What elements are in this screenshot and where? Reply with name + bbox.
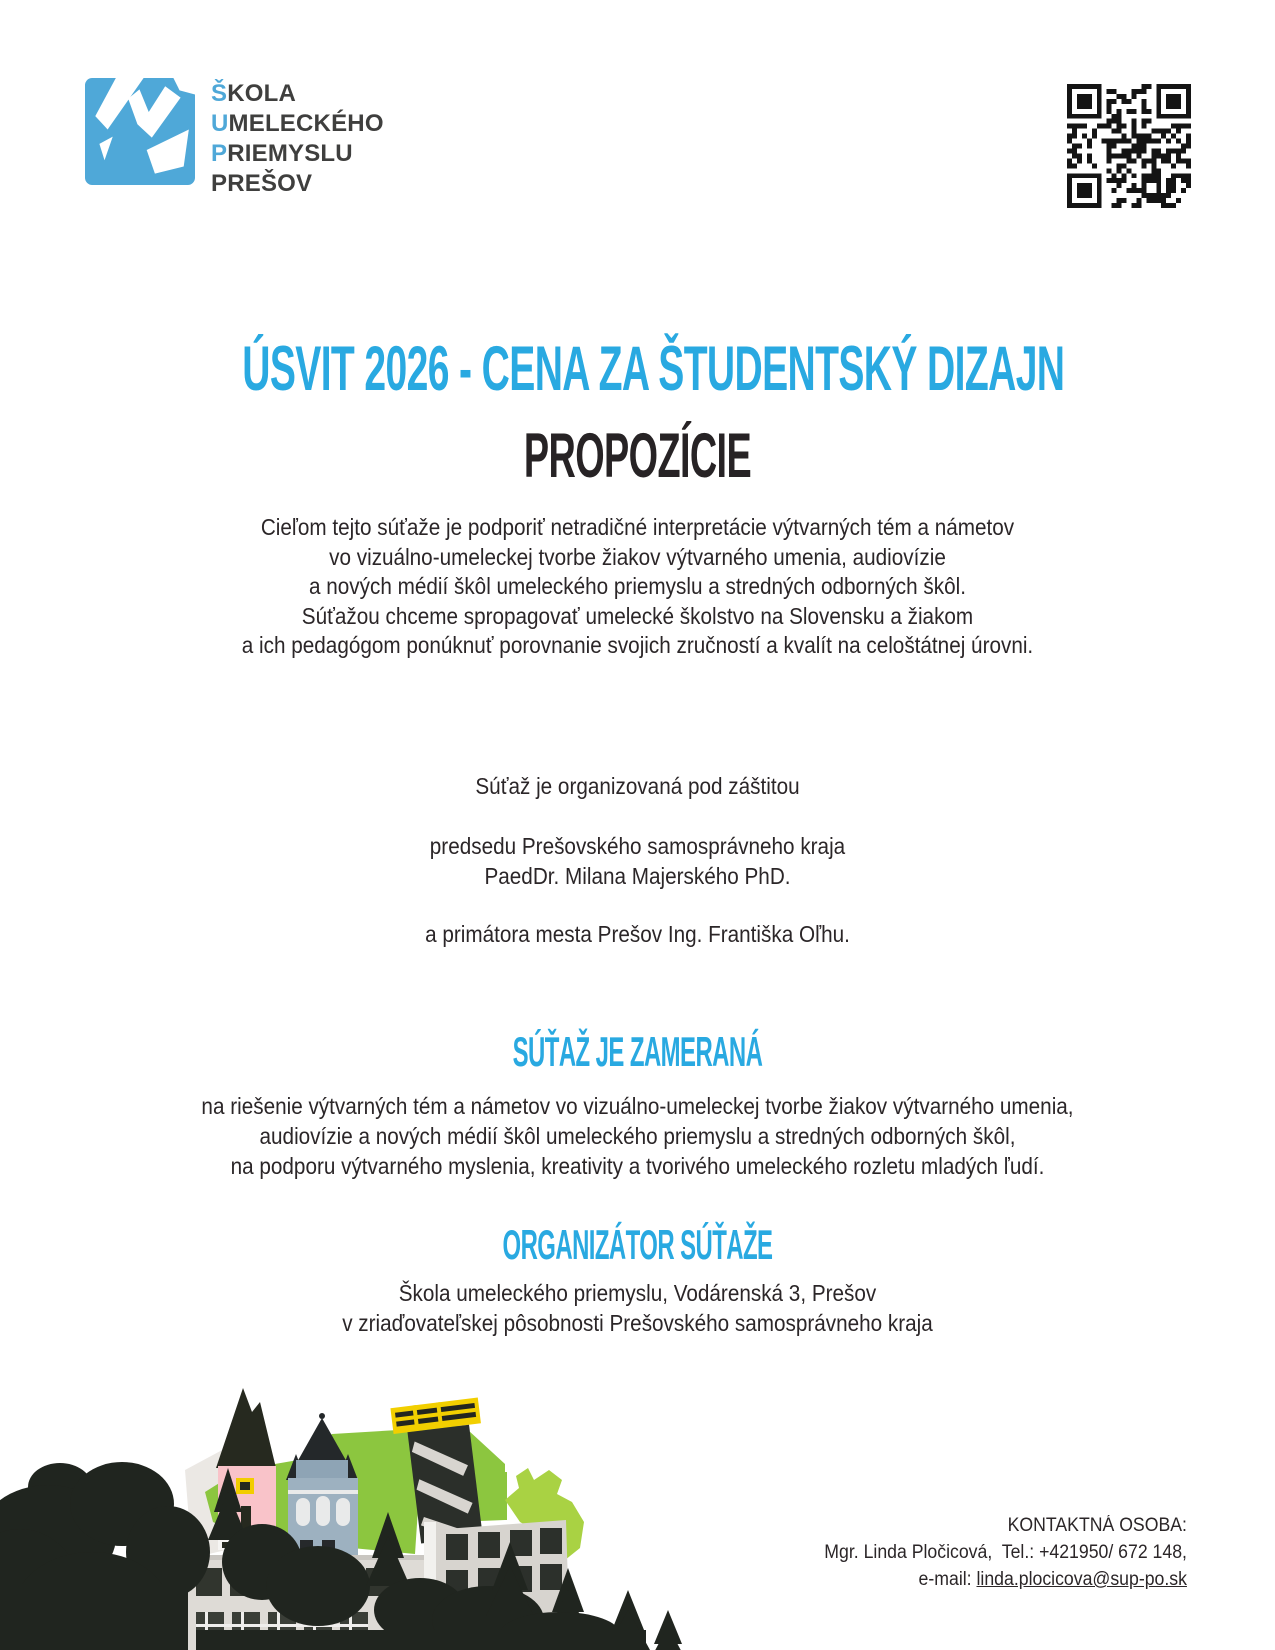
organizer-line: v zriaďovateľskej pôsobnosti Prešovského samosprávneho kraja [342,1310,933,1336]
contact-email-line [824,1566,1187,1593]
contact-email-link[interactable]: linda.plocicova@sup-po.sk [976,1569,1187,1590]
intro-line: Cieľom tejto súťaže je podporiť netradičné interpretácie výtvarných tém a námetov [260,514,1015,540]
intro-paragraph [64,513,1212,661]
focus-line: na podporu výtvarného myslenia, kreativity a tvorivého umeleckého rozletu mladých ľudí. [230,1153,1045,1179]
school-logo-text-line: PRIEMYSLU [211,140,353,167]
school-logo-text-line: ŠKOLA [211,80,297,107]
patronage-intro-line: Súťaž je organizovaná pod záštitou [475,773,800,799]
qr-code [1066,84,1192,208]
focus-line: audiovízie a nových médií škôl umeleckého priemyslu a stredných odborných škôl, [259,1123,1016,1149]
intro-line: a ich pedagógom ponúknuť porovnanie svojich zručností a kvalít na celoštátnej úrovni. [241,632,1034,658]
school-logo [85,78,384,199]
contact-block [824,1512,1187,1593]
contact-heading: KONTAKTNÁ OSOBA: [1007,1515,1187,1536]
contact-email-label: e-mail: [918,1569,977,1590]
school-logo-text-line: UMELECKÉHO [211,110,384,137]
intro-line: a nových médií škôl umeleckého priemyslu a stredných odborných škôl. [309,573,966,599]
focus-line: na riešenie výtvarných tém a námetov vo vizuálno-umeleckej tvorbe žiakov výtvarného umenia, [201,1093,1074,1119]
school-logo-icon [85,78,195,185]
school-logo-text-line: PREŠOV [211,170,313,197]
organizer-paragraph [64,1278,1212,1338]
contact-name-tel: Mgr. Linda Pločicová, Tel.: +421950/ 672 148, [824,1542,1187,1563]
presov-illustration [0,1372,700,1650]
section-heading-organizer: ORGANIZÁTOR SÚŤAŽE [502,1221,773,1268]
main-title: ÚSVIT 2026 - CENA ZA ŠTUDENTSKÝ DIZAJN [242,334,1065,404]
subtitle: PROPOZÍCIE [523,421,752,491]
intro-line: Súťažou chceme spropagovať umelecké školstvo na Slovensku a žiakom [301,602,974,629]
focus-paragraph [64,1091,1212,1181]
section-heading-focus: SÚŤAŽ JE ZAMERANÁ [512,1028,763,1075]
patronage-mayor-line: a primátora mesta Prešov Ing. Františka Oľhu. [425,921,850,947]
patronage-president-line: predsedu Prešovského samosprávneho kraja [429,833,846,859]
intro-line: vo vizuálno-umeleckej tvorbe žiakov výtvarného umenia, audiovízie [329,543,946,570]
patronage-president-name: PaedDr. Milana Majerského PhD. [484,863,791,889]
school-logo-text [211,78,384,199]
patronage-block [64,771,1212,949]
organizer-line: Škola umeleckého priemyslu, Vodárenská 3, Prešov [398,1280,877,1306]
